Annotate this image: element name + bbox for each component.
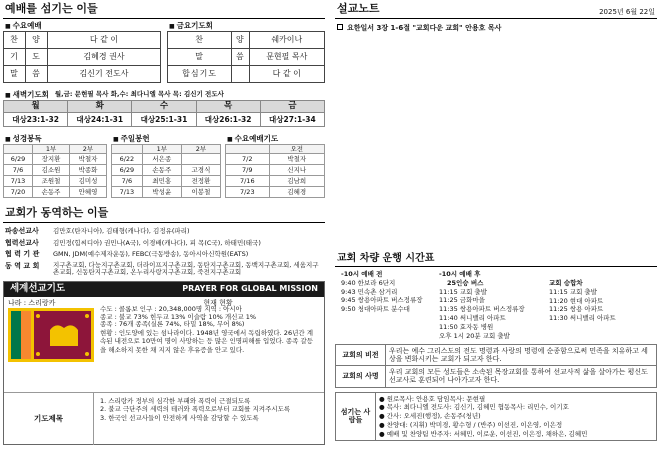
reading-cell: 대상26:1-32 bbox=[196, 113, 260, 127]
date-cell: 7/13 bbox=[4, 176, 33, 187]
person-cell: 손동주 bbox=[142, 165, 181, 176]
date-cell: 7/2 bbox=[226, 154, 270, 165]
right-column bbox=[335, 2, 657, 447]
bus-time: 11:20 현대 아파트 bbox=[549, 296, 604, 305]
mission-label: 교회의 사명 bbox=[336, 366, 386, 387]
bus-time: 9:50 청대아파트 분수대 bbox=[341, 305, 410, 314]
sermon-date: 2025년 6월 22일 bbox=[599, 7, 655, 16]
bus-time: 11:40 써니밸리 아파트 bbox=[439, 314, 506, 323]
offering-box bbox=[111, 135, 221, 198]
person-cell: 김남희 bbox=[269, 176, 324, 187]
dawn-prayer-label: ■ 새벽기도회 bbox=[3, 91, 49, 100]
bus-time: 11:50 효자동 병원 bbox=[439, 322, 494, 331]
dawn-prayer-schedule: 월,금: 문현필 목사 화,수: 최다니엘 목사 목: 김신기 전도사 bbox=[54, 90, 224, 99]
table-row bbox=[4, 65, 161, 82]
communion-table bbox=[3, 144, 107, 198]
table-row bbox=[336, 366, 657, 387]
prayer-row bbox=[4, 392, 324, 445]
date-cell: 7/6 bbox=[4, 165, 33, 176]
role-cell: 씀 bbox=[232, 48, 249, 65]
table-row bbox=[226, 165, 325, 176]
list-item: ● 예배 및 찬양팀 반주자: 서혜민, 이로운, 이선진, 이은정, 채하은, 김혜민 bbox=[379, 429, 588, 438]
checkbox-icon[interactable] bbox=[337, 24, 343, 30]
offering-label: ■ 주일봉헌 bbox=[111, 135, 150, 144]
vision-table bbox=[335, 344, 657, 387]
friday-box bbox=[167, 22, 325, 83]
bus-after bbox=[439, 270, 549, 340]
mission-partners-title: 교회가 동역하는 이들 bbox=[3, 206, 325, 223]
person-cell: 서은종 bbox=[142, 154, 181, 165]
table-row bbox=[4, 176, 107, 187]
table-row bbox=[112, 165, 221, 176]
servant-line: 원로목사: 안용호 담임목사: 문현필 bbox=[386, 394, 486, 403]
sermon-note-header bbox=[335, 2, 657, 19]
sermon-note-title: 설교노트 bbox=[337, 2, 380, 15]
partner-label: 협 력 기 관 bbox=[5, 250, 40, 259]
partner-label: 협력선교사 bbox=[5, 238, 39, 247]
offering-table bbox=[111, 144, 221, 198]
communion-box bbox=[3, 135, 107, 198]
date-cell: 7/20 bbox=[4, 187, 33, 198]
communion-label: ■ 성경봉독 bbox=[3, 135, 42, 144]
person-cell: 최민홍 bbox=[142, 176, 181, 187]
date-cell: 7/23 bbox=[226, 187, 270, 198]
list-item: 수도 : 콜롬보 인구 : 20,348,000명 지역 : 아시아 bbox=[100, 305, 242, 314]
role-cell: 말 bbox=[168, 48, 232, 65]
table-header-row bbox=[4, 145, 107, 154]
list-item: 1. 스리랑카 정부의 심각한 부패와 폭력이 근절되도록 bbox=[100, 396, 251, 405]
person-cell: 전정환 bbox=[181, 176, 220, 187]
day-header: 월 bbox=[4, 101, 68, 113]
person-cell: 박종화 bbox=[70, 165, 107, 176]
friday-table bbox=[167, 31, 325, 83]
global-mission-band bbox=[4, 282, 324, 297]
reading-cell: 대상23:1-32 bbox=[4, 113, 68, 127]
date-cell: 6/22 bbox=[112, 154, 143, 165]
country-name: 나라 : 스리랑카 bbox=[8, 299, 56, 308]
person-cell: 김혜경 권사 bbox=[48, 48, 161, 65]
servant-line: 찬양대: (지휘) 박미경, 황수형 / (반주) 이선진, 이은영, 이은정 bbox=[386, 420, 563, 429]
bus-col-title: -10시 예배 후 bbox=[439, 270, 481, 279]
table-header-row bbox=[112, 145, 221, 154]
list-item: ● 간사: 오세진(행정), 손동주(청년) bbox=[379, 412, 481, 421]
person-cell: 조원철 bbox=[33, 176, 70, 187]
list-item bbox=[3, 226, 325, 237]
worship-section-title: 예배를 섬기는 이들 bbox=[3, 2, 325, 19]
list-item: 종족 : 76개 종족(실론 74%, 타밀 18%, 무어 8%) bbox=[100, 320, 245, 329]
servant-line: 목사: 최다니엘 전도사: 김신기, 김혜민 협동목사: 리민수, 이기호 bbox=[386, 403, 569, 412]
person-cell: 신지나 bbox=[269, 165, 324, 176]
status-label: 현재 현황 bbox=[203, 299, 233, 308]
table-row bbox=[226, 154, 325, 165]
wednesday-label: ■ 수요예배기도 bbox=[225, 135, 278, 144]
person-cell: 김신기 전도사 bbox=[48, 65, 161, 82]
bus-time: 9:45 쌍용아파트 버스정류장 bbox=[341, 296, 423, 305]
col-header: 2부 bbox=[181, 145, 220, 154]
servants-list bbox=[376, 392, 657, 441]
dawn-prayer-header bbox=[3, 91, 325, 100]
sunday-table bbox=[3, 31, 161, 83]
bus-before bbox=[335, 270, 439, 340]
bus-schedule bbox=[335, 270, 657, 340]
table-row bbox=[4, 113, 325, 127]
role-cell bbox=[232, 65, 249, 82]
list-item: ● 목사: 최다니엘 전도사: 김신기, 김혜민 협동목사: 리민수, 이기호 bbox=[379, 403, 569, 412]
col-header: 2부 bbox=[70, 145, 107, 154]
sermon-passage: 요한일서 3장 1-6절 "교회다운 교회" 안용호 목사 bbox=[347, 23, 502, 32]
list-item: 현황 : 인도양에 있는 섬나라이다. 1948년 영국에서 독립하였다. 26년간 계속된 내전으로 10만여 명이 사망하는 등 많은 인명피해를 입었다. 종족 갈등을 해소하지 못한 채 지지 않은 후유증을 안고 있다. bbox=[100, 328, 314, 354]
table-row bbox=[4, 154, 107, 165]
date-cell: 6/29 bbox=[112, 165, 143, 176]
table-row bbox=[4, 48, 161, 65]
person-cell: 다 같 이 bbox=[249, 65, 324, 82]
partner-value: 김민정(힙씨디아) 권민나(A국), 이경배(캐나다), 피 목(C국), 하태민(태국) bbox=[53, 238, 261, 247]
bus-time: 9:40 한보라 6단지 bbox=[341, 278, 396, 287]
col-header: 1부 bbox=[142, 145, 181, 154]
servant-line: 예배 및 찬양팀 반주자: 서혜민, 이로운, 이선진, 이은정, 채하은, 김혜민 bbox=[386, 429, 588, 438]
servants-table bbox=[335, 392, 657, 442]
table-row bbox=[112, 176, 221, 187]
list-item: ● 찬양대: (지휘) 박미경, 황수형 / (반주) 이선진, 이은영, 이은정 bbox=[379, 420, 563, 429]
bus-time: 오후 1시 20분 교회 출발 bbox=[439, 331, 510, 340]
date-cell: 7/13 bbox=[112, 187, 143, 198]
bus-time: 11:15 교회 출발 bbox=[439, 287, 487, 296]
person-cell: 안혜영 bbox=[70, 187, 107, 198]
left-column bbox=[3, 2, 325, 447]
date-cell: 6/29 bbox=[4, 154, 33, 165]
table-row bbox=[226, 187, 325, 198]
list-item bbox=[3, 260, 325, 278]
person-cell: 박철자 bbox=[269, 154, 324, 165]
col-header: 오전 bbox=[269, 145, 324, 154]
date-cell: 7/9 bbox=[226, 165, 270, 176]
date-cell: 7/16 bbox=[226, 176, 270, 187]
list-item: 3. 한국인 선교사들이 안전하게 사역을 감당할 수 있도록 bbox=[100, 413, 259, 422]
table-row bbox=[168, 65, 325, 82]
partner-value: GMN, JDM(예수제자운동), FEBC(극동방송), 동아시아신학원(EATS) bbox=[53, 250, 249, 259]
bus-time: 11:25 금화마을 bbox=[439, 296, 485, 305]
col-header bbox=[4, 145, 33, 154]
global-mission-title: 세계선교기도 bbox=[10, 283, 66, 295]
person-cell: 김소원 bbox=[33, 165, 70, 176]
bus-time: 11:25 쌍용 아파트 bbox=[549, 305, 604, 314]
vision-label: 교회의 비전 bbox=[336, 345, 386, 366]
list-item: 2. 불교 극단주의 세력의 테러와 폭력으로부터 교회를 지켜주시도록 bbox=[100, 405, 291, 414]
mission-text: 우리 교회의 모든 성도들은 소속된 목장교회를 통하여 선교사적 삶을 살아가는 평신도 선교사로 훈련되어 나아가고자 한다. bbox=[386, 366, 657, 387]
list-item: ● 원로목사: 안용호 담임목사: 문현필 bbox=[379, 394, 486, 403]
role-cell: 양 bbox=[232, 31, 249, 48]
table-header-row bbox=[226, 145, 325, 154]
role-cell: 씀 bbox=[26, 65, 48, 82]
date-cell: 7/6 bbox=[112, 176, 143, 187]
sri-lanka-flag-icon bbox=[8, 308, 94, 362]
vision-text: 우리는 예수 그리스도의 전도 명령과 사랑의 명령에 순종함으로써 민족을 치유하고 세상을 변화시키는 교회가 되고자 한다. bbox=[386, 345, 657, 366]
table-row bbox=[4, 31, 161, 48]
col-header bbox=[112, 145, 143, 154]
reading-cell: 대상27:1-34 bbox=[260, 113, 324, 127]
servants-label: 섬기는 사람들 bbox=[336, 392, 376, 441]
bus-col-title: 교회 승합차 bbox=[549, 279, 583, 288]
bus-van bbox=[549, 270, 649, 340]
person-cell: 장지환 bbox=[33, 154, 70, 165]
sunday-box bbox=[3, 22, 161, 83]
col-header: 1부 bbox=[33, 145, 70, 154]
person-cell: 문현필 목사 bbox=[249, 48, 324, 65]
col-header bbox=[226, 145, 270, 154]
role-cell: 찬 bbox=[4, 31, 26, 48]
partner-value: 지구촌교회, 다능지구촌교회, 더라이프지구촌교회, 동탄지구촌교회, 동백지구촌교회, 세움지구촌교회, 신동탄지구촌교회, 온누리사랑지구촌교회, 죽전지구촌교회 bbox=[53, 260, 319, 277]
global-mission-subtitle: PRAYER FOR GLOBAL MISSION bbox=[182, 284, 318, 294]
day-header: 수 bbox=[132, 101, 196, 113]
sunday-label: ■ 수요예배 bbox=[3, 22, 42, 31]
role-cell: 말 bbox=[4, 65, 26, 82]
partner-label: 동 역 교 회 bbox=[5, 261, 40, 270]
day-header: 목 bbox=[196, 101, 260, 113]
table-row bbox=[112, 154, 221, 165]
table-row bbox=[336, 345, 657, 366]
table-row bbox=[4, 165, 107, 176]
dawn-prayer-table bbox=[3, 100, 325, 127]
worship-boxes bbox=[3, 22, 325, 83]
bus-col-title: -10시 예배 전 bbox=[341, 270, 383, 279]
bus-col-subtitle: 25인승 버스 bbox=[447, 278, 484, 287]
role-cell: 양 bbox=[26, 31, 48, 48]
partner-value: 김만호(탄자니아), 김태형(캐나다), 김정유(파리) bbox=[53, 227, 190, 236]
global-mission-panel bbox=[3, 281, 325, 445]
partner-label: 파송선교사 bbox=[5, 227, 39, 236]
country-facts bbox=[100, 306, 318, 354]
table-header-row bbox=[4, 101, 325, 113]
sermon-notes-area[interactable] bbox=[335, 32, 657, 232]
sermon-passage-row bbox=[335, 24, 657, 32]
person-cell: 김미성 bbox=[70, 176, 107, 187]
prayer-label: 기도제목 bbox=[4, 393, 94, 445]
role-cell: 합심기도 bbox=[168, 65, 232, 82]
friday-label: ■ 금요기도회 bbox=[167, 22, 213, 31]
person-cell: 쉐카이나 bbox=[249, 31, 324, 48]
role-cell: 도 bbox=[26, 48, 48, 65]
person-cell: 박철자 bbox=[70, 154, 107, 165]
role-cell: 찬 bbox=[168, 31, 232, 48]
table-row bbox=[168, 48, 325, 65]
table-row bbox=[226, 176, 325, 187]
person-cell: 이봉철 bbox=[181, 187, 220, 198]
duty-tables bbox=[3, 135, 325, 198]
servant-line: 간사: 오세진(행정), 손동주(청년) bbox=[386, 412, 481, 421]
list-item: 종교 : 불교 73% 힌두교 13% 이슬람 10% 개신교 1% bbox=[100, 312, 257, 321]
list-item bbox=[3, 237, 325, 248]
day-header: 화 bbox=[68, 101, 132, 113]
person-cell: 다 같 이 bbox=[48, 31, 161, 48]
bus-time: 11:35 쌍용아파트 버스정류장 bbox=[439, 305, 525, 314]
prayer-list bbox=[94, 393, 296, 445]
person-cell: 고경식 bbox=[181, 165, 220, 176]
bus-time: 11:15 교회 출발 bbox=[549, 287, 597, 296]
day-header: 금 bbox=[260, 101, 324, 113]
wednesday-table bbox=[225, 144, 325, 198]
role-cell: 기 bbox=[4, 48, 26, 65]
table-row bbox=[168, 31, 325, 48]
table-row bbox=[336, 392, 657, 441]
reading-cell: 대상25:1-31 bbox=[132, 113, 196, 127]
table-row bbox=[112, 187, 221, 198]
bus-title: 교회 차량 운행 시간표 bbox=[335, 252, 657, 268]
person-cell: 손동주 bbox=[33, 187, 70, 198]
reading-cell: 대상24:1-31 bbox=[68, 113, 132, 127]
person-cell bbox=[181, 154, 220, 165]
table-row bbox=[4, 187, 107, 198]
bus-time: 9:43 민속촌 삼거리 bbox=[341, 287, 398, 296]
list-item bbox=[3, 249, 325, 260]
mission-partners-list bbox=[3, 226, 325, 278]
person-cell: 김혜경 bbox=[269, 187, 324, 198]
bus-time: 11:30 써니밸리 아파트 bbox=[549, 314, 616, 323]
person-cell: 박성윤 bbox=[142, 187, 181, 198]
wednesday-box bbox=[225, 135, 325, 198]
